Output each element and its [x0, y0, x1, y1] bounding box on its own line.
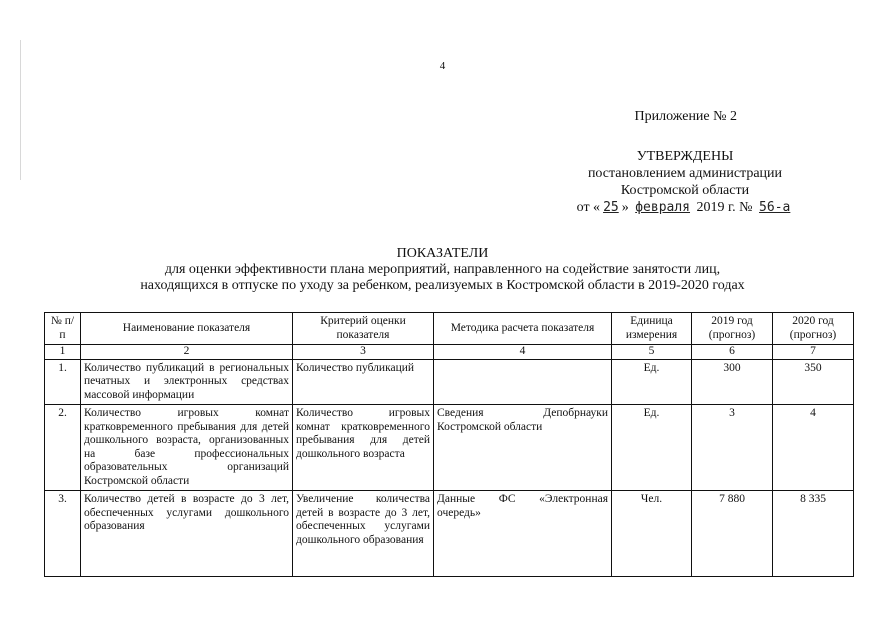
header-cell: 2020 год (прогноз): [773, 313, 854, 345]
title-line-1: для оценки эффективности плана мероприятий, направленного на содействие занятости лиц,: [164, 262, 721, 277]
header-cell: Методика расчета показателя: [434, 313, 612, 345]
table-row: [45, 405, 854, 491]
indicator-method: Сведения Депобрнауки Костромской области: [434, 405, 612, 491]
indicator-criterion: Количество игровых комнат кратковременного пребывания для детей дошкольного возраста: [293, 405, 434, 491]
approval-line-1: постановлением администрации: [587, 166, 783, 181]
column-number: 5: [612, 345, 692, 360]
column-number: 4: [434, 345, 612, 360]
indicator-method: [434, 359, 612, 405]
column-number: 6: [692, 345, 773, 360]
column-number-row: [45, 345, 854, 360]
title-heading: ПОКАЗАТЕЛИ: [396, 246, 489, 261]
approval-line-2: Костромской области: [620, 183, 750, 198]
value-2019: 7 880: [692, 491, 773, 577]
date-year: 2019 г. №: [696, 200, 753, 215]
indicators-table: [44, 312, 854, 577]
value-2020: 8 335: [773, 491, 854, 577]
approval-block: [560, 148, 810, 216]
column-number: 2: [81, 345, 293, 360]
decree-number: 56-а: [759, 200, 791, 215]
title-line-2: находящихся в отпуске по уходу за ребенком, реализуемых в Костромской области в 2019-2020 годах: [140, 278, 745, 293]
value-2020: 4: [773, 405, 854, 491]
approval-heading: УТВЕРЖДЕНЫ: [636, 149, 734, 164]
date-mid: »: [621, 200, 629, 215]
document-title: [0, 246, 885, 294]
indicator-method: Данные ФС «Электронная очередь»: [434, 491, 612, 577]
page-number: 4: [439, 60, 446, 72]
approval-date-line: [560, 199, 810, 216]
table-row: [45, 491, 854, 577]
date-day: 25: [603, 200, 619, 215]
indicator-name: Количество игровых комнат кратковременного пребывания для детей дошкольного возраста, организованных на базе профессиональных образовательных организаций Костромской области: [81, 405, 293, 491]
indicator-criterion: Количество публикаций: [293, 359, 434, 405]
value-2020: 350: [773, 359, 854, 405]
indicator-name: Количество публикаций в региональных печатных и электронных средствах массовой информации: [81, 359, 293, 405]
value-2019: 3: [692, 405, 773, 491]
indicator-name: Количество детей в возрасте до 3 лет, обеспеченных услугами дошкольного образования: [81, 491, 293, 577]
column-number: 7: [773, 345, 854, 360]
header-cell: 2019 год (прогноз): [692, 313, 773, 345]
indicator-unit: Ед.: [612, 359, 692, 405]
indicator-unit: Ед.: [612, 405, 692, 491]
value-2019: 300: [692, 359, 773, 405]
table-header-row: [45, 313, 854, 345]
row-number: 2.: [45, 405, 81, 491]
column-number: 3: [293, 345, 434, 360]
row-number: 1.: [45, 359, 81, 405]
indicator-unit: Чел.: [612, 491, 692, 577]
indicator-criterion: Увеличение количества детей в возрасте до 3 лет, обеспеченных услугами дошкольного образования: [293, 491, 434, 577]
header-cell: Наименование показателя: [81, 313, 293, 345]
date-month: февраля: [635, 200, 691, 215]
date-prefix: от «: [576, 200, 601, 215]
appendix-label: Приложение № 2: [634, 109, 737, 124]
header-cell: № п/п: [45, 313, 81, 345]
column-number: 1: [45, 345, 81, 360]
table-row: [45, 359, 854, 405]
header-cell: Критерий оценки показателя: [293, 313, 434, 345]
header-cell: Единица измерения: [612, 313, 692, 345]
row-number: 3.: [45, 491, 81, 577]
